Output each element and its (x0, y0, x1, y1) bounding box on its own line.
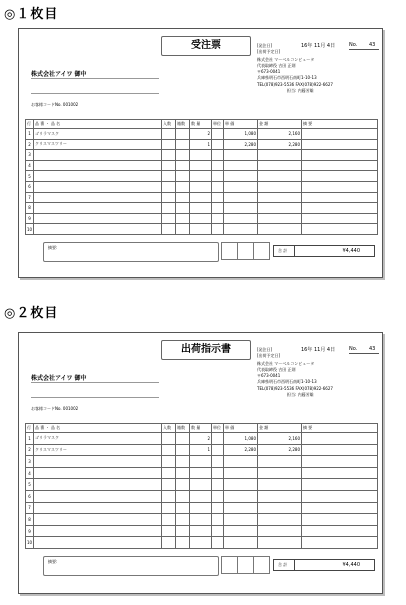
quantity: 2 (190, 129, 212, 140)
unit-cell (212, 433, 224, 445)
amount (258, 525, 302, 537)
amount (258, 467, 302, 479)
item-name: クリスマスツリー (34, 139, 162, 150)
remarks-cell (302, 181, 378, 192)
box-count-cell (176, 537, 190, 549)
table-row (26, 192, 378, 203)
box-count-cell (176, 139, 190, 150)
unit-cell (212, 490, 224, 502)
quantity (190, 525, 212, 537)
pack-count-cell (162, 525, 176, 537)
unit-cell (212, 456, 224, 468)
address: 兵庫県明石市西明石南町1-10-13 (257, 379, 317, 385)
box-count-cell (176, 171, 190, 182)
customer-code: お客様コードNo. 001002 (31, 102, 79, 107)
table-row (26, 479, 378, 491)
date-label: [発注日] (257, 43, 273, 48)
amount (258, 203, 302, 214)
item-name (34, 490, 162, 502)
unit-cell (212, 139, 224, 150)
tel-fax: TEL(078)923-5536 FAX(078)922-6627 (257, 385, 333, 391)
table-row (26, 203, 378, 214)
remarks-cell (302, 537, 378, 549)
table-row (26, 525, 378, 537)
box-count-cell (176, 181, 190, 192)
pack-count-cell (162, 181, 176, 192)
table-row (26, 181, 378, 192)
row-number: 10 (26, 537, 34, 549)
unit-cell (212, 150, 224, 161)
total-value: ¥4,440 (342, 562, 360, 568)
row-number: 3 (26, 150, 34, 161)
pack-count-cell (162, 213, 176, 224)
memo-box (43, 556, 219, 576)
table-row (26, 160, 378, 171)
pack-count-cell (162, 456, 176, 468)
memo-label: 摘要: (48, 245, 58, 250)
quantity (190, 203, 212, 214)
remarks-cell (302, 433, 378, 445)
remarks-cell (302, 224, 378, 235)
total-box (273, 245, 375, 257)
date-label: [発注日] (257, 347, 273, 352)
amount (258, 181, 302, 192)
quantity (190, 150, 212, 161)
pack-count-cell (162, 139, 176, 150)
table-row (26, 502, 378, 514)
stamp-box (253, 242, 270, 260)
item-name (34, 150, 162, 161)
item-name (34, 467, 162, 479)
column-header: 単位 (212, 120, 224, 129)
table-row (26, 490, 378, 502)
amount: 2,160 (258, 433, 302, 445)
unit-cell (212, 514, 224, 526)
remarks-cell (302, 171, 378, 182)
row-number: 4 (26, 467, 34, 479)
item-name (34, 160, 162, 171)
unit-price (224, 537, 258, 549)
total-separator (294, 246, 295, 256)
quantity (190, 224, 212, 235)
row-number: 2 (26, 139, 34, 150)
remarks-cell (302, 467, 378, 479)
staff: 担当: 内藤芳雄 (287, 87, 314, 93)
remarks-cell (302, 525, 378, 537)
postal-code: 〒673-0041 (257, 373, 281, 379)
box-count-cell (176, 129, 190, 140)
pack-count-cell (162, 467, 176, 479)
unit-price (224, 490, 258, 502)
amount (258, 537, 302, 549)
unit-cell (212, 467, 224, 479)
items-table (25, 119, 378, 235)
customer-underline (31, 78, 159, 79)
item-name: ゴリラマスク (34, 129, 162, 140)
stamp-box (253, 556, 270, 574)
quantity (190, 213, 212, 224)
item-name (34, 537, 162, 549)
table-row (26, 139, 378, 150)
amount (258, 490, 302, 502)
memo-box (43, 242, 219, 262)
remarks-cell (302, 139, 378, 150)
quantity (190, 490, 212, 502)
table-row (26, 433, 378, 445)
sheet2-heading: ◎２枚目 (4, 306, 59, 321)
unit-price (224, 203, 258, 214)
item-name (34, 181, 162, 192)
quantity (190, 181, 212, 192)
row-number: 6 (26, 490, 34, 502)
unit-cell (212, 479, 224, 491)
unit-price: 2,280 (224, 139, 258, 150)
unit-price (224, 467, 258, 479)
table-row (26, 456, 378, 468)
row-number: 1 (26, 129, 34, 140)
memo-label: 摘要: (48, 559, 58, 564)
box-count-cell (176, 213, 190, 224)
number-value: 43 (369, 346, 376, 352)
unit-cell (212, 171, 224, 182)
row-number: 7 (26, 192, 34, 203)
pack-count-cell (162, 192, 176, 203)
unit-cell (212, 525, 224, 537)
customer-underline-2 (31, 397, 159, 398)
box-count-cell (176, 444, 190, 456)
stamp-box (221, 242, 238, 260)
box-count-cell (176, 160, 190, 171)
table-row (26, 213, 378, 224)
item-name (34, 192, 162, 203)
number-label: No. (349, 42, 358, 48)
remarks-cell (302, 514, 378, 526)
pack-count-cell (162, 433, 176, 445)
postal-code: 〒673-0041 (257, 69, 281, 75)
pack-count-cell (162, 444, 176, 456)
box-count-cell (176, 479, 190, 491)
unit-price (224, 171, 258, 182)
column-header: 単 価 (224, 424, 258, 433)
pack-count-cell (162, 150, 176, 161)
item-name (34, 502, 162, 514)
remarks-cell (302, 490, 378, 502)
document-title: 出荷指示書 (161, 340, 251, 360)
pack-count-cell (162, 224, 176, 235)
pack-count-cell (162, 490, 176, 502)
unit-cell (212, 444, 224, 456)
quantity (190, 160, 212, 171)
table-row (26, 444, 378, 456)
unit-price (224, 456, 258, 468)
table-header (26, 120, 378, 129)
unit-price (224, 224, 258, 235)
number-underline (349, 49, 379, 50)
unit-price (224, 479, 258, 491)
column-header: 行 (26, 120, 34, 129)
remarks-cell (302, 213, 378, 224)
row-number: 1 (26, 433, 34, 445)
number-value: 43 (369, 42, 376, 48)
unit-price (224, 160, 258, 171)
table-row (26, 224, 378, 235)
unit-cell (212, 203, 224, 214)
address: 兵庫県明石市西明石南町1-10-13 (257, 75, 317, 81)
unit-price (224, 150, 258, 161)
remarks-cell (302, 502, 378, 514)
representative: 代表取締役 吉田 正則 (257, 63, 296, 69)
box-count-cell (176, 502, 190, 514)
table-row (26, 171, 378, 182)
total-separator (294, 560, 295, 570)
row-number: 10 (26, 224, 34, 235)
quantity: 1 (190, 444, 212, 456)
order-slip-sheet (18, 28, 383, 278)
remarks-cell (302, 203, 378, 214)
customer-code: お客様コードNo. 001002 (31, 406, 79, 411)
unit-price (224, 213, 258, 224)
column-header: 摘 要 (302, 424, 378, 433)
table-row (26, 129, 378, 140)
row-number: 5 (26, 479, 34, 491)
amount (258, 456, 302, 468)
column-header: 金 額 (258, 424, 302, 433)
sheet1-heading: ◎１枚目 (4, 7, 59, 22)
amount (258, 160, 302, 171)
remarks-cell (302, 129, 378, 140)
shipping-instruction-sheet (18, 332, 383, 594)
amount (258, 502, 302, 514)
unit-price (224, 525, 258, 537)
quantity (190, 537, 212, 549)
column-header: 箱数 (176, 120, 190, 129)
box-count-cell (176, 224, 190, 235)
item-name (34, 479, 162, 491)
row-number: 2 (26, 444, 34, 456)
order-date: 16年 11月 4日 (301, 347, 336, 353)
column-header: 箱数 (176, 424, 190, 433)
pack-count-cell (162, 537, 176, 549)
tel-fax: TEL(078)923-5536 FAX(078)922-6627 (257, 81, 333, 87)
item-name (34, 213, 162, 224)
unit-price: 2,280 (224, 444, 258, 456)
customer-underline (31, 382, 159, 383)
quantity: 1 (190, 139, 212, 150)
column-header: 品 番 ・ 品 名 (34, 120, 162, 129)
table-row (26, 537, 378, 549)
box-count-cell (176, 525, 190, 537)
remarks-cell (302, 444, 378, 456)
box-count-cell (176, 490, 190, 502)
remarks-cell (302, 192, 378, 203)
quantity: 2 (190, 433, 212, 445)
item-name (34, 203, 162, 214)
unit-cell (212, 502, 224, 514)
pack-count-cell (162, 514, 176, 526)
column-header: 品 番 ・ 品 名 (34, 424, 162, 433)
ship-date-label: [出荷予定日] (257, 49, 281, 55)
company-name: 株式会社 マーベルコンピュータ (257, 57, 315, 63)
pack-count-cell (162, 203, 176, 214)
column-header: 数 量 (190, 120, 212, 129)
unit-cell (212, 224, 224, 235)
unit-cell (212, 181, 224, 192)
company-name: 株式会社 マーベルコンピュータ (257, 361, 315, 367)
pack-count-cell (162, 160, 176, 171)
customer-name: 株式会社アイワ 御中 (31, 375, 87, 382)
amount: 2,280 (258, 444, 302, 456)
number-underline (349, 353, 379, 354)
customer-underline-2 (31, 93, 159, 94)
unit-price (224, 181, 258, 192)
remarks-cell (302, 150, 378, 161)
column-header: 入数 (162, 424, 176, 433)
total-box (273, 559, 375, 571)
box-count-cell (176, 467, 190, 479)
unit-cell (212, 160, 224, 171)
unit-price: 1,080 (224, 433, 258, 445)
table-row (26, 150, 378, 161)
issuer-block (257, 347, 336, 398)
row-number: 6 (26, 181, 34, 192)
remarks-cell (302, 479, 378, 491)
row-number: 5 (26, 171, 34, 182)
ship-date-label: [出荷予定日] (257, 353, 281, 359)
stamp-box (221, 556, 238, 574)
number-label: No. (349, 346, 358, 352)
unit-cell (212, 192, 224, 203)
quantity (190, 514, 212, 526)
quantity (190, 467, 212, 479)
box-count-cell (176, 150, 190, 161)
item-name (34, 224, 162, 235)
box-count-cell (176, 456, 190, 468)
column-header: 数 量 (190, 424, 212, 433)
items-table (25, 423, 378, 549)
box-count-cell (176, 203, 190, 214)
item-name (34, 171, 162, 182)
pack-count-cell (162, 171, 176, 182)
item-name (34, 456, 162, 468)
quantity (190, 479, 212, 491)
quantity (190, 192, 212, 203)
quantity (190, 456, 212, 468)
unit-price (224, 192, 258, 203)
amount (258, 171, 302, 182)
total-value: ¥4,440 (342, 248, 360, 254)
order-date: 16年 11月 4日 (301, 43, 336, 49)
row-number: 4 (26, 160, 34, 171)
stamp-box (237, 242, 254, 260)
total-label: 合 計 (278, 248, 288, 253)
item-name: ゴリラマスク (34, 433, 162, 445)
amount (258, 213, 302, 224)
amount: 2,280 (258, 139, 302, 150)
total-label: 合 計 (278, 562, 288, 567)
column-header: 摘 要 (302, 120, 378, 129)
unit-cell (212, 129, 224, 140)
quantity (190, 502, 212, 514)
row-number: 8 (26, 514, 34, 526)
unit-price (224, 514, 258, 526)
pack-count-cell (162, 129, 176, 140)
unit-cell (212, 213, 224, 224)
table-row (26, 514, 378, 526)
column-header: 行 (26, 424, 34, 433)
column-header: 単 価 (224, 120, 258, 129)
row-number: 9 (26, 213, 34, 224)
unit-price (224, 502, 258, 514)
amount (258, 224, 302, 235)
unit-cell (212, 537, 224, 549)
document-title: 受注票 (161, 36, 251, 56)
row-number: 3 (26, 456, 34, 468)
box-count-cell (176, 192, 190, 203)
row-number: 9 (26, 525, 34, 537)
customer-name: 株式会社アイワ 御中 (31, 71, 87, 78)
pack-count-cell (162, 479, 176, 491)
stamp-box (237, 556, 254, 574)
box-count-cell (176, 433, 190, 445)
item-name (34, 525, 162, 537)
column-header: 金 額 (258, 120, 302, 129)
quantity (190, 171, 212, 182)
table-row (26, 467, 378, 479)
row-number: 8 (26, 203, 34, 214)
unit-price: 1,080 (224, 129, 258, 140)
column-header: 単位 (212, 424, 224, 433)
box-count-cell (176, 514, 190, 526)
column-header: 入数 (162, 120, 176, 129)
amount (258, 479, 302, 491)
amount (258, 150, 302, 161)
staff: 担当: 内藤芳雄 (287, 391, 314, 397)
amount: 2,160 (258, 129, 302, 140)
item-name: クリスマスツリー (34, 444, 162, 456)
remarks-cell (302, 456, 378, 468)
item-name (34, 514, 162, 526)
table-header (26, 424, 378, 433)
amount (258, 514, 302, 526)
pack-count-cell (162, 502, 176, 514)
amount (258, 192, 302, 203)
issuer-block (257, 43, 336, 94)
remarks-cell (302, 160, 378, 171)
representative: 代表取締役 吉田 正則 (257, 367, 296, 373)
row-number: 7 (26, 502, 34, 514)
